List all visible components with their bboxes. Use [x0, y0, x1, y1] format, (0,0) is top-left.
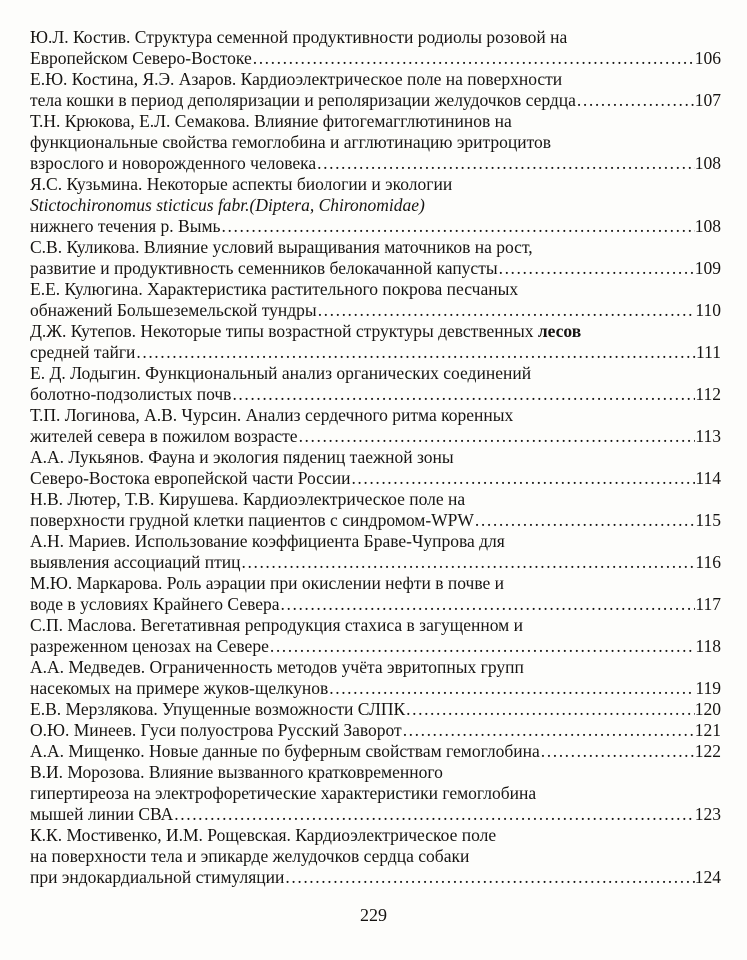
toc-line-text: средней тайги — [30, 342, 136, 362]
toc-line — [30, 594, 721, 615]
toc-line — [30, 678, 721, 699]
toc-line — [30, 321, 721, 342]
dot-leader — [316, 153, 695, 174]
toc-line — [30, 615, 721, 636]
toc-line-text: Я.С. Кузьмина. Некоторые аспекты биологии и экологии — [30, 174, 453, 194]
toc-entry-page-number: 124 — [694, 867, 721, 887]
toc-line-text: Е.Ю. Костина, Я.Э. Азаров. Кардиоэлектрическое поле на поверхности — [30, 69, 563, 89]
toc-entry-page-number: 118 — [695, 636, 721, 656]
toc-line-text: жителей севера в пожилом возрасте — [30, 426, 298, 446]
dot-leader — [317, 300, 696, 321]
toc-line-text: разреженном ценозах на Севере — [30, 636, 269, 656]
toc-entry — [30, 615, 721, 657]
dot-leader — [252, 48, 695, 69]
toc-entry-page-number: 108 — [694, 153, 721, 173]
dot-leader — [474, 510, 695, 531]
dot-leader — [540, 741, 695, 762]
toc-entry-page-number: 123 — [694, 804, 721, 824]
toc-line-text: Stictochironomus sticticus fabr.(Diptera, Chironomidae) — [30, 195, 425, 215]
toc-entry — [30, 825, 721, 888]
dot-leader — [298, 426, 696, 447]
toc-entry-page-number: 121 — [694, 720, 721, 740]
toc-entry-page-number: 109 — [694, 258, 721, 278]
toc-line — [30, 216, 721, 237]
toc-entry-page-number: 119 — [695, 678, 721, 698]
toc-entry-page-number: 107 — [694, 90, 721, 110]
toc-line — [30, 111, 721, 132]
toc-entry — [30, 447, 721, 489]
toc-line — [30, 573, 721, 594]
toc-line — [30, 468, 721, 489]
toc-list — [30, 27, 721, 888]
toc-line — [30, 426, 721, 447]
toc-line-text: А.А. Лукьянов. Фауна и экология пядениц таежной зоны — [30, 447, 454, 467]
toc-entry — [30, 741, 721, 762]
toc-line-text: Е.Е. Кулюгина. Характеристика растительного покрова песчаных — [30, 279, 519, 299]
toc-line-text: А.Н. Мариев. Использование коэффициента Браве-Чупрова для — [30, 531, 505, 551]
toc-entry-page-number: 113 — [695, 426, 721, 446]
toc-line-text: функциональные свойства гемоглобина и агглютинацию эритроцитов — [30, 132, 551, 152]
toc-entry — [30, 279, 721, 321]
toc-line — [30, 153, 721, 174]
toc-line — [30, 489, 721, 510]
toc-line-text: нижнего течения р. Вымь — [30, 216, 221, 236]
toc-entry — [30, 657, 721, 699]
toc-entry-page-number: 115 — [695, 510, 721, 530]
toc-entry — [30, 489, 721, 531]
toc-line-text: Н.В. Лютер, Т.В. Кирушева. Кардиоэлектрическое поле на — [30, 489, 466, 509]
toc-line — [30, 279, 721, 300]
toc-line — [30, 195, 721, 216]
toc-entry — [30, 573, 721, 615]
toc-line — [30, 867, 721, 888]
toc-line-text: тела кошки в период деполяризации и реполяризации желудочков сердца — [30, 90, 576, 110]
toc-line-text: Т.П. Логинова, А.В. Чурсин. Анализ сердечного ритма коренных — [30, 405, 514, 425]
toc-line — [30, 174, 721, 195]
toc-entry — [30, 699, 721, 720]
toc-line-text: Д.Ж. Кутепов. Некоторые типы возрастной структуры девственных лесов — [30, 321, 582, 341]
toc-line-text: О.Ю. Минеев. Гуси полуострова Русский Заворот — [30, 720, 402, 740]
toc-entry-page-number: 112 — [695, 384, 721, 404]
toc-line — [30, 657, 721, 678]
footer-page-number: 229 — [360, 905, 387, 925]
toc-line — [30, 699, 721, 720]
toc-line — [30, 447, 721, 468]
toc-line — [30, 846, 721, 867]
dot-leader — [405, 699, 695, 720]
dot-leader — [576, 90, 695, 111]
toc-entry-page-number: 122 — [694, 741, 721, 761]
toc-line-text: при эндокардиальной стимуляции — [30, 867, 285, 887]
toc-line-text: насекомых на примере жуков-щелкунов — [30, 678, 329, 698]
toc-line-text: обнажений Большеземельской тундры — [30, 300, 317, 320]
toc-line-text: Е. Д. Лодыгин. Функциональный анализ органических соединений — [30, 363, 532, 383]
toc-entry — [30, 531, 721, 573]
toc-entry-page-number: 117 — [695, 594, 721, 614]
toc-entry-page-number: 120 — [694, 699, 721, 719]
toc-entry — [30, 237, 721, 279]
toc-entry-page-number: 114 — [695, 468, 721, 488]
toc-entry-page-number: 108 — [694, 216, 721, 236]
toc-line — [30, 762, 721, 783]
dot-leader — [350, 468, 695, 489]
toc-line — [30, 342, 721, 363]
toc-line-text: Ю.Л. Костив. Структура семенной продуктивности родиолы розовой на — [30, 27, 568, 47]
toc-line-text: Е.В. Мерзлякова. Упущенные возможности СЛПК — [30, 699, 406, 719]
toc-entry — [30, 363, 721, 405]
toc-line — [30, 237, 721, 258]
toc-line — [30, 804, 721, 825]
toc-line — [30, 720, 721, 741]
toc-entry-page-number: 111 — [696, 342, 721, 362]
toc-line — [30, 825, 721, 846]
toc-entry — [30, 174, 721, 237]
toc-line — [30, 300, 721, 321]
toc-line — [30, 510, 721, 531]
toc-entry — [30, 321, 721, 363]
toc-line — [30, 636, 721, 657]
dot-leader — [280, 594, 696, 615]
toc-line — [30, 363, 721, 384]
toc-entry-page-number: 116 — [695, 552, 721, 572]
dot-leader — [328, 678, 695, 699]
toc-line-text: мышей линии СВА — [30, 804, 174, 824]
toc-line — [30, 405, 721, 426]
toc-line-text: К.К. Мостивенко, И.М. Рощевская. Кардиоэлектрическое поле — [30, 825, 497, 845]
toc-line-text: Северо-Востока европейской части России — [30, 468, 351, 488]
toc-entry — [30, 111, 721, 174]
toc-line-text: развитие и продуктивность семенников белокачанной капусты — [30, 258, 498, 278]
toc-line-text: гипертиреоза на электрофоретические характеристики гемоглобина — [30, 783, 537, 803]
toc-entry — [30, 405, 721, 447]
toc-line — [30, 384, 721, 405]
toc-line — [30, 48, 721, 69]
toc-line — [30, 27, 721, 48]
dot-leader — [173, 804, 694, 825]
toc-line-text: выявления ассоциаций птиц — [30, 552, 241, 572]
toc-line-text: Европейском Северо-Востоке — [30, 48, 252, 68]
toc-entry — [30, 27, 721, 69]
toc-line-text: на поверхности тела и эпикарде желудочков сердца собаки — [30, 846, 470, 866]
toc-line-text: С.В. Куликова. Влияние условий выращивания маточников на рост, — [30, 237, 533, 257]
dot-leader — [221, 216, 695, 237]
toc-line-text: болотно-подзолистых почв — [30, 384, 232, 404]
toc-line — [30, 783, 721, 804]
dot-leader — [402, 720, 695, 741]
toc-line-text: воде в условиях Крайнего Севера — [30, 594, 280, 614]
toc-entry-page-number: 106 — [694, 48, 721, 68]
dot-leader — [241, 552, 696, 573]
toc-line-text: Т.Н. Крюкова, Е.Л. Семакова. Влияние фитогемагглютининов на — [30, 111, 512, 131]
toc-line-text: В.И. Морозова. Влияние вызванного кратковременного — [30, 762, 443, 782]
toc-line — [30, 741, 721, 762]
toc-line-text: М.Ю. Маркарова. Роль аэрации при окислении нефти в почве и — [30, 573, 505, 593]
toc-line — [30, 132, 721, 153]
dot-leader — [135, 342, 696, 363]
toc-entry — [30, 69, 721, 111]
dot-leader — [498, 258, 695, 279]
toc-line — [30, 258, 721, 279]
toc-entry-page-number: 110 — [695, 300, 721, 320]
toc-entry — [30, 720, 721, 741]
toc-line — [30, 69, 721, 90]
dot-leader — [269, 636, 696, 657]
toc-line-text: А.А. Мищенко. Новые данные по буферным свойствам гемоглобина — [30, 741, 540, 761]
toc-line — [30, 90, 721, 111]
dot-leader — [231, 384, 695, 405]
toc-line-text: А.А. Медведев. Ограниченность методов учёта эвритопных групп — [30, 657, 524, 677]
toc-line-text: С.П. Маслова. Вегетативная репродукция стахиса в загущенном и — [30, 615, 523, 635]
toc-line-text: поверхности грудной клетки пациентов с синдромом-WPW — [30, 510, 474, 530]
toc-line — [30, 552, 721, 573]
toc-line-text: взрослого и новорожденного человека — [30, 153, 317, 173]
toc-line — [30, 531, 721, 552]
dot-leader — [284, 867, 694, 888]
toc-entry — [30, 762, 721, 825]
